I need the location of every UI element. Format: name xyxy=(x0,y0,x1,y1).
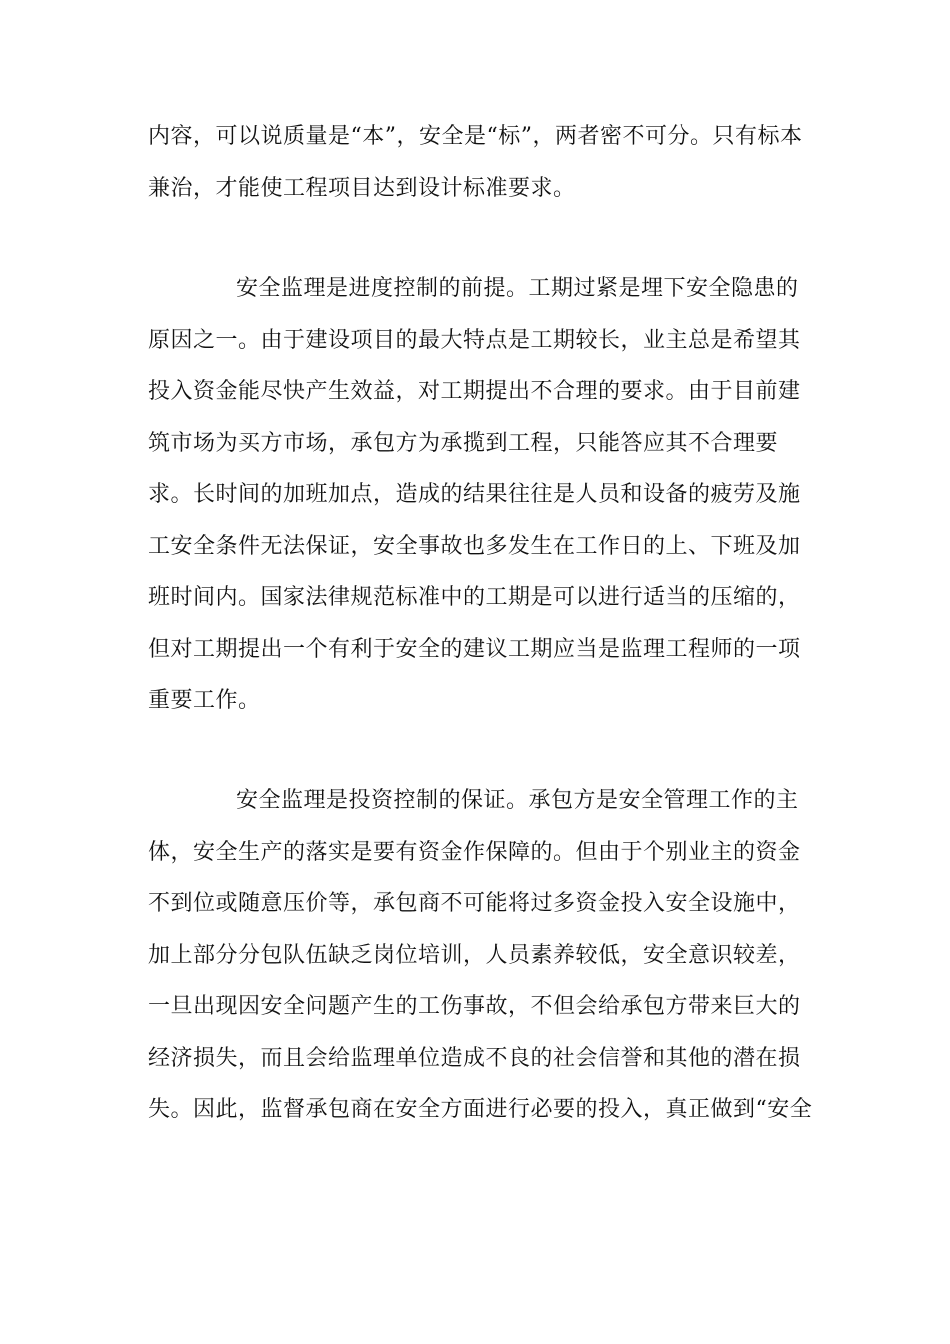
text-line: 不到位或随意压价等，承包商不可能将过多资金投入安全设施中， xyxy=(148,891,801,916)
text-line: 加上部分分包队伍缺乏岗位培训，人员素养较低，安全意识较差， xyxy=(148,943,801,968)
text-line: 安全监理是进度控制的前提。工期过紧是埋下安全隐患的 xyxy=(236,276,799,301)
text-line: 兼治，才能使工程项目达到设计标准要求。 xyxy=(148,176,576,201)
text-line: 求。长时间的加班加点，造成的结果往往是人员和设备的疲劳及施 xyxy=(148,482,801,507)
text-line: 经济损失，而且会给监理单位造成不良的社会信誉和其他的潜在损 xyxy=(148,1046,801,1071)
text-line: 体，安全生产的落实是要有资金作保障的。但由于个别业主的资金 xyxy=(148,840,801,865)
text-line: 内容，可以说质量是“本”，安全是“标”，两者密不可分。只有标本 xyxy=(148,124,803,149)
text-line: 重要工作。 xyxy=(148,688,261,713)
text-line: 工安全条件无法保证，安全事故也多发生在工作日的上、下班及加 xyxy=(148,534,801,559)
text-line: 失。因此，监督承包商在安全方面进行必要的投入，真正做到“安全 xyxy=(148,1097,813,1122)
text-line: 安全监理是投资控制的保证。承包方是安全管理工作的主 xyxy=(236,788,799,813)
text-line: 一旦出现因安全问题产生的工伤事故，不但会给承包方带来巨大的 xyxy=(148,994,801,1019)
text-line: 投入资金能尽快产生效益，对工期提出不合理的要求。由于目前建 xyxy=(148,379,801,404)
text-line: 但对工期提出一个有利于安全的建议工期应当是监理工程师的一项 xyxy=(148,637,801,662)
text-line: 原因之一。由于建设项目的最大特点是工期较长，业主总是希望其 xyxy=(148,328,801,353)
text-line: 筑市场为买方市场，承包方为承揽到工程，只能答应其不合理要 xyxy=(148,431,779,456)
text-line: 班时间内。国家法律规范标准中的工期是可以进行适当的压缩的， xyxy=(148,585,801,610)
